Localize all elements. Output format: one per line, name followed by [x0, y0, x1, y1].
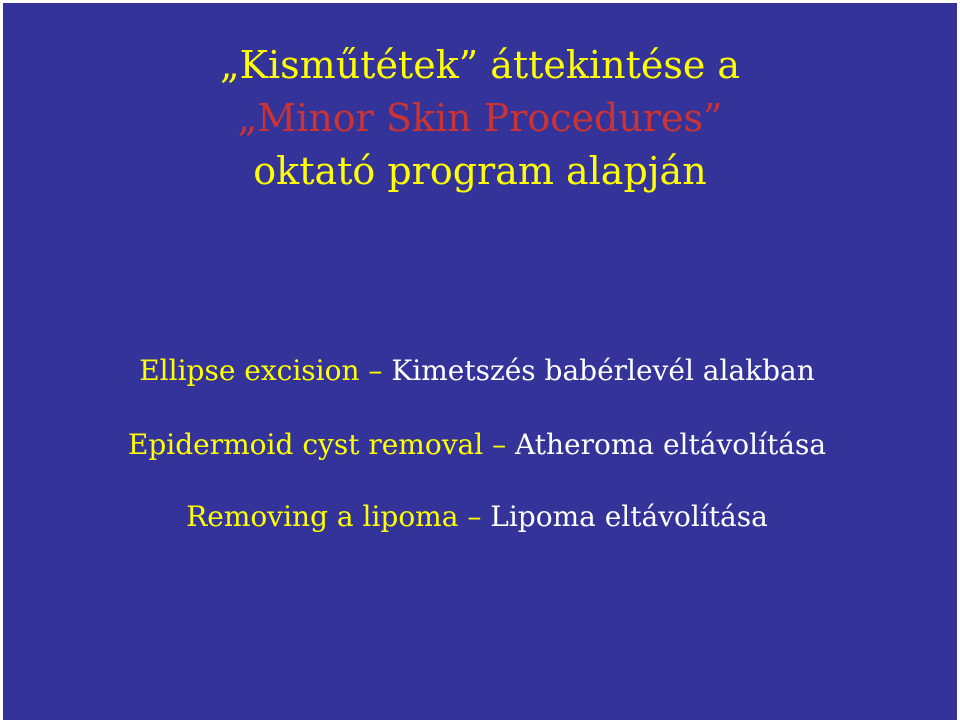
title-line-1	[3, 43, 957, 87]
title-line-1-text: Kisműtétek” áttekintése a	[239, 43, 741, 87]
procedure-hungarian: Atheroma eltávolítása	[515, 428, 827, 461]
procedure-separator: –	[359, 354, 392, 387]
procedure-english: Epidermoid cyst removal	[127, 428, 484, 461]
procedure-english: Ellipse excision	[139, 354, 360, 387]
procedure-item-ellipse	[3, 353, 954, 389]
procedure-item-lipoma	[3, 499, 954, 535]
procedure-item-cyst	[3, 427, 954, 463]
procedure-separator: –	[458, 500, 491, 533]
procedure-hungarian: Kimetszés babérlevél alakban	[391, 354, 815, 387]
title-line-2	[3, 96, 957, 140]
title-line-2-quote: „	[237, 96, 258, 140]
procedure-hungarian: Lipoma eltávolítása	[490, 500, 768, 533]
procedure-english: Removing a lipoma	[186, 500, 459, 533]
slide	[3, 3, 957, 720]
title-line-2-text: Minor Skin Procedures”	[257, 96, 723, 140]
title-line-3: oktató program alapján	[253, 149, 707, 193]
procedure-separator: –	[483, 428, 515, 461]
title-line-1-quote: „	[219, 43, 240, 87]
